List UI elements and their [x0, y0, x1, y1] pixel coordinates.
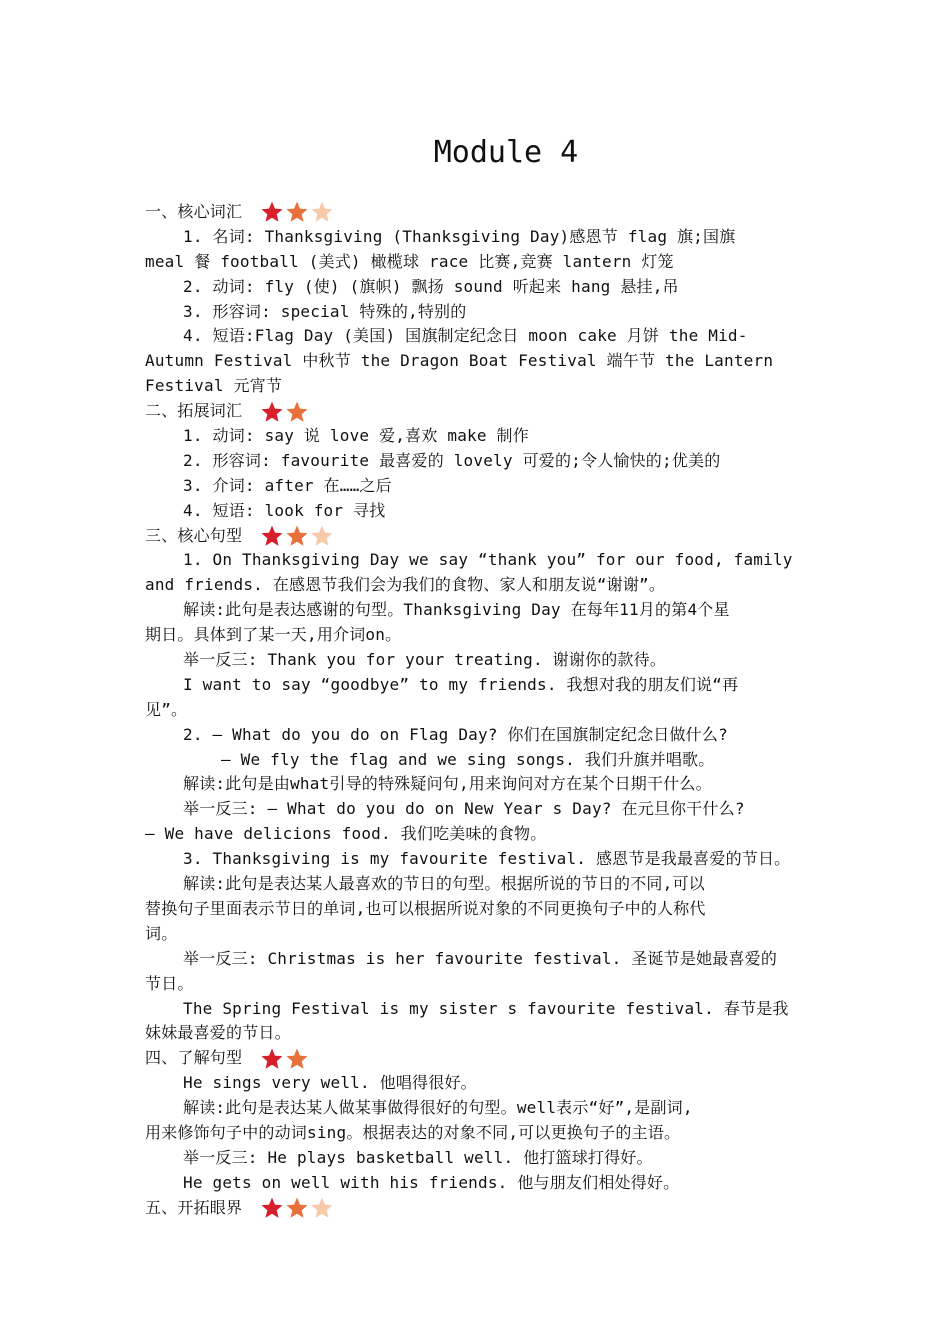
star-icon [260, 1196, 284, 1220]
text-line [145, 723, 815, 748]
text-line [145, 947, 815, 972]
section-heading-text: 四、了解句型 [145, 1048, 243, 1068]
text-line [145, 972, 815, 997]
star-icon [310, 200, 334, 224]
line-text: 4. 短语: look for 寻找 [183, 500, 386, 520]
difficulty-stars [260, 200, 334, 224]
text-line [145, 748, 815, 773]
line-text: 用来修饰句子中的动词sing。根据表达的对象不同,可以更换句子的主语。 [145, 1122, 681, 1142]
line-text: 节日。 [145, 973, 194, 993]
line-text: 举一反三: Christmas is her favourite festival. 圣诞节是她最喜爱的 [183, 948, 778, 968]
difficulty-stars [260, 524, 334, 548]
text-line [145, 225, 815, 250]
text-line [145, 275, 815, 300]
line-text: 举一反三: Thank you for your treating. 谢谢你的款待。 [183, 650, 667, 670]
star-icon [285, 200, 309, 224]
line-text: 解读:此句是表达感谢的句型。Thanksgiving Day 在每年11月的第4个星 [183, 600, 730, 620]
section-heading-text: 二、拓展词汇 [145, 401, 243, 421]
star-icon [285, 400, 309, 424]
section-heading [145, 1046, 815, 1071]
line-text: — We fly the flag and we sing songs. 我们升旗并唱歌。 [221, 749, 715, 769]
text-line [145, 997, 815, 1022]
line-text: and friends. 在感恩节我们会为我们的食物、家人和朋友说“谢谢”。 [145, 575, 666, 595]
line-text: 1. On Thanksgiving Day we say “thank you” for our food, family [183, 550, 793, 570]
line-text: 解读:此句是由what引导的特殊疑问句,用来询问对方在某个日期干什么。 [183, 774, 712, 794]
text-line [145, 922, 815, 947]
line-text: 举一反三: He plays basketball well. 他打篮球打得好。 [183, 1147, 653, 1167]
line-text: 解读:此句是表达某人做某事做得很好的句型。well表示“好”,是副词, [183, 1098, 693, 1118]
line-text: 2. 形容词: favourite 最喜爱的 lovely 可爱的;令人愉快的;优美的 [183, 450, 721, 470]
text-line [145, 1146, 815, 1171]
section-heading-text: 五、开拓眼界 [145, 1197, 243, 1217]
line-text: 2. — What do you do on Flag Day? 你们在国旗制定纪念日做什么? [183, 724, 728, 744]
line-text: 词。 [145, 923, 178, 943]
line-text: 3. Thanksgiving is my favourite festival. 感恩节是我最喜爱的节日。 [183, 849, 791, 869]
text-line [145, 573, 815, 598]
text-line [145, 1071, 815, 1096]
document-body [145, 200, 815, 1221]
line-text: 4. 短语:Flag Day (美国) 国旗制定纪念日 moon cake 月饼 the Mid- [183, 326, 748, 346]
line-text: Autumn Festival 中秋节 the Dragon Boat Festival 端午节 the Lantern [145, 351, 774, 371]
text-line [145, 847, 815, 872]
text-line [145, 897, 815, 922]
section-heading [145, 524, 815, 549]
text-line [145, 673, 815, 698]
text-line [145, 797, 815, 822]
difficulty-stars [260, 1196, 334, 1220]
line-text: I want to say “goodbye” to my friends. 我想对我的朋友们说“再 [183, 674, 739, 694]
section-heading [145, 399, 815, 424]
page-title: Module 4 [433, 135, 579, 170]
line-text: 替换句子里面表示节日的单词,也可以根据所说对象的不同更换句子中的人称代 [145, 898, 706, 918]
section-heading-text: 一、核心词汇 [145, 202, 243, 221]
text-line [145, 623, 815, 648]
section-heading [145, 1196, 815, 1221]
line-text: 举一反三: — What do you do on New Year s Day? 在元旦你干什么? [183, 799, 745, 819]
line-text: The Spring Festival is my sister s favourite festival. 春节是我 [183, 998, 789, 1018]
line-text: 1. 名词: Thanksgiving (Thanksgiving Day)感恩节 flag 旗;国旗 [183, 226, 736, 246]
line-text: 2. 动词: fly (使) (旗帜) 飘扬 sound 听起来 hang 悬挂,吊 [183, 276, 679, 296]
difficulty-stars [260, 400, 309, 424]
text-line [145, 324, 815, 349]
text-line [145, 424, 815, 449]
line-text: meal 餐 football (美式) 橄榄球 race 比赛,竞赛 lantern 灯笼 [145, 251, 674, 271]
text-line [145, 648, 815, 673]
star-icon [285, 1047, 309, 1071]
line-text: He sings very well. 他唱得很好。 [183, 1073, 477, 1093]
text-line [145, 1121, 815, 1146]
star-icon [310, 1196, 334, 1220]
text-line [145, 1171, 815, 1196]
star-icon [260, 524, 284, 548]
line-text: 3. 形容词: special 特殊的,特别的 [183, 301, 467, 321]
text-line [145, 349, 815, 374]
line-text: 3. 介词: after 在……之后 [183, 475, 392, 495]
star-icon [285, 1196, 309, 1220]
text-line [145, 872, 815, 897]
star-icon [310, 524, 334, 548]
star-icon [285, 524, 309, 548]
text-line [145, 499, 815, 524]
text-line [145, 474, 815, 499]
star-icon [260, 400, 284, 424]
line-text: 见”。 [145, 699, 188, 719]
line-text: 1. 动词: say 说 love 爱,喜欢 make 制作 [183, 426, 529, 446]
text-line [145, 1096, 815, 1121]
text-line [145, 548, 815, 573]
line-text: Festival 元宵节 [145, 376, 283, 396]
star-icon [260, 1047, 284, 1071]
text-line [145, 1021, 815, 1046]
line-text: He gets on well with his friends. 他与朋友们相处得好。 [183, 1172, 680, 1192]
difficulty-stars [260, 1047, 309, 1071]
line-text: — We have delicions food. 我们吃美味的食物。 [145, 824, 547, 844]
text-line [145, 772, 815, 797]
text-line [145, 449, 815, 474]
line-text: 解读:此句是表达某人最喜欢的节日的句型。根据所说的节日的不同,可以 [183, 874, 705, 894]
section-heading-text: 三、核心句型 [145, 525, 243, 545]
line-text: 期日。具体到了某一天,用介词on。 [145, 625, 402, 645]
text-line [145, 374, 815, 399]
text-line [145, 598, 815, 623]
star-icon [260, 200, 284, 224]
text-line [145, 250, 815, 275]
text-line [145, 300, 815, 325]
section-heading [145, 200, 815, 225]
text-line [145, 822, 815, 847]
text-line [145, 698, 815, 723]
line-text: 妹妹最喜爱的节日。 [145, 1023, 291, 1043]
